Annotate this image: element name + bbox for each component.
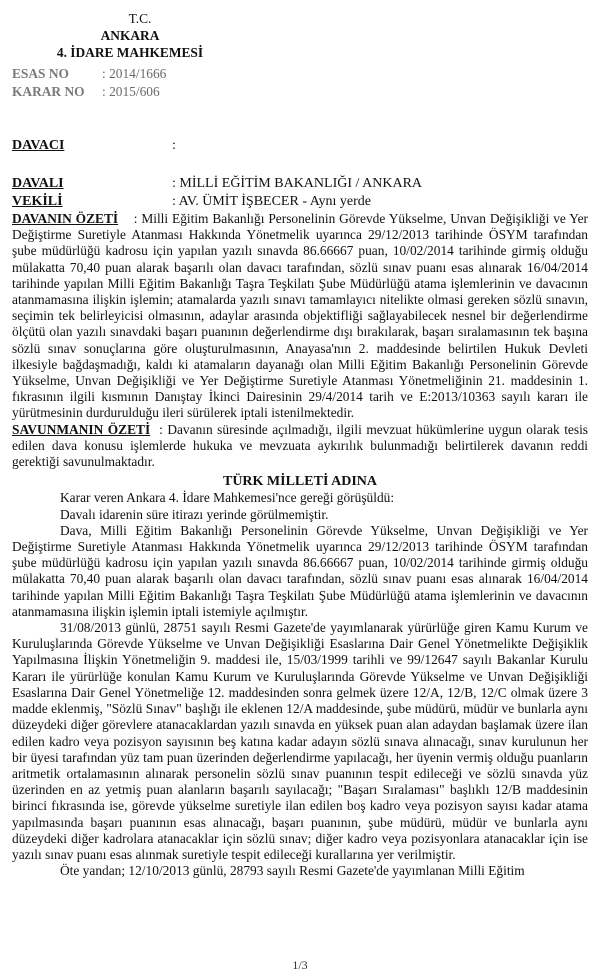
decision-body: [12, 211, 588, 879]
esas-no-label: ESAS NO: [12, 66, 69, 81]
turk-milleti-adina-heading: TÜRK MİLLETİ ADINA: [222, 474, 378, 490]
esas-no-row: [12, 66, 166, 82]
savunmanin-ozeti: [12, 422, 588, 471]
paragraph-1: Karar veren Ankara 4. İdare Mahkemesi'nce gereği görüşüldü:: [60, 490, 395, 506]
davaci-row: [12, 138, 176, 154]
header-city: ANKARA: [100, 28, 160, 43]
davaci-value: :: [172, 138, 176, 153]
paragraph-2: Davalı idarenin süre itirazı yerinde görülmemiştir.: [60, 506, 329, 522]
paragraph-3: Dava, Milli Eğitim Bakanlığı Personelinin Görevde Yükselme, Unvan Değişikliği ve Yer Değiştirme Suretiyle Atanması Hakkında Yönetmelik uyarınca 29/12/2013 tarihinde ÖSYM tarafından şube müdürlüğü kadrosu için yapılan yazılı sınavda 86.66667 puan, 10/02/2014 tarihinde girmiş olduğu mülakatta 70,40 puan alarak başarılı olan davacı tarafından, sözlü sınav puanı esas alınarak 16/04/2014 tarihinde yapılan Milli Eğitim Bakanlığı Taşra Teşkilatı Şube Müdürlüğü atama işlemlerinin ve davacının atanmamasına ilişkin işlemin iptali istemiyle açılmıştır.: [12, 522, 588, 619]
header-court: 4. İDARE MAHKEMESİ: [56, 45, 204, 60]
paragraph-4: 31/08/2013 günlü, 28751 sayılı Resmi Gazete'de yayımlanarak yürürlüğe giren Kamu Kurum ve Kuruluşlarında Görevde Yükselme ve Unvan Değişikliği Esaslarına Dair Genel Yönetmelikte Değişiklik Yapılmasına İlişkin Yönetmeliğin 9. maddesi ile, 15/03/1999 tarihli ve 99/12647 sayılı Bakanlar Kurulu Kararı ile yürürlüğe konulan Kamu Kurum ve Kuruluşlarında Görevde Yükselme ve Unvan Değişikliği Esaslarına Dair Genel Yönetmeliğe 12. maddesinden sonra gelmek üzere 12/A, 12/B, 12/C olmak üzere 3 madde eklenmiş, "Sözlü Sınav" başlığı ile eklenen 12/A maddesinde, şube müdürü, müdür ve bunlarla aynı düzeydeki diğer görevlere atanacaklardan yazılı sınavda en yüksek puan alan adaydan başlamak üzere ilan edilen kadro veya pozisyon sayısının beş katına kadar adayın sözlü sınava alınacağı, sınav kurulunun her bir üyesi tarafından yüz tam puan üzerinden değerlendirme yapılacağı, her üyenin vermiş olduğu puanların aritmetik ortalamasının alınarak personelin sözlü sınav puanının tespit edileceği ve sözlü sınavda yüz üzerinden en az yetmiş puan alanların başarılı sayılacağı; "Başarı Sıralaması" başlıklı 12/B maddesinin birinci fıkrasında ise, görevde yükselme suretiyle ilan edilen boş kadro veya pozisyon sayısı kadar atama yapılmasında başarı puanının esas alınacağı, başarı puanının, şube müdürü, müdür ve bunlarla aynı düzeydeki diğer kadrolara atanacaklar için sözlü sınav; diğer kadro veya pozisyonlara atanacaklar için ise yazılı sınav puanı esas alınmak suretiyle tespit edileceği kurallarına yer verilmiştir.: [12, 620, 588, 862]
karar-no-label: KARAR NO: [12, 84, 85, 99]
davali-value: : MİLLİ EĞİTİM BAKANLIĞI / ANKARA: [172, 176, 423, 191]
davanin-ozeti-label: DAVANIN ÖZETİ: [12, 211, 119, 226]
header-tc: T.C.: [128, 11, 152, 26]
vekili-label: VEKİLİ: [12, 194, 63, 209]
savunmanin-ozeti-label: SAVUNMANIN ÖZETİ: [12, 421, 151, 437]
esas-no-value: : 2014/1666: [102, 66, 167, 81]
vekili-row: [12, 194, 371, 210]
vekili-value: : AV. ÜMİT İŞBECER - Aynı yerde: [172, 194, 372, 209]
savunmanin-ozeti-text: : Davanın süresinde açılmadığı, ilgili mevzuat hükümlerine uygun olarak tesis edilen dava konusu işlemlerde hukuka ve mevzuata aykırılık bulunmadığı belirtilerek davanın reddi gerektiği savunulmaktadır.: [12, 421, 588, 470]
karar-no-value: : 2015/606: [102, 84, 160, 99]
davanin-ozeti: [12, 211, 588, 422]
davanin-ozeti-text: : Milli Eğitim Bakanlığı Personelinin Görevde Yükselme, Unvan Değişikliği ve Yer Değiştirme Suretiyle Atanması Hakkında Yönetmelik uyarınca 29/12/2013 tarihinde ÖSYM tarafından şube müdürlüğü kadrosu için yapılan yazılı sınavda 86.66667 puan, 10/02/2014 tarihinde girmiş olduğu mülakatta 70,40 puan alarak başarılı olan davacı tarafından, sözlü sınav puanı esas alınarak 16/04/2014 tarihinde yapılan Milli Eğitim Bakanlığı Taşra Teşkilatı Şube Müdürlüğü atama işlemlerinin ve davacının atanmamasına ilişkin işlemin; atamalarda yazılı sınavı tamamlayıcı nitelikte olmasi gereken sözlü sınavın, seçimin tek belirleyicisi olmasının, adaylar arasında objektifliği sağlayabilecek nesnel bir değerlendirme ölçütü olan yazılı sınavdaki başarı puanının değerlendirme dışı bırakılarak, başarı sıralamasının tek başına sözlü sınav sonuçlarına göre oluşturulmasının, Anayasa'nın 2. maddesinde belirtilen Hukuk Devleti ilkesiyle bağdaşmadığı, kaldı ki atamaların dayanağı olan Milli Eğitim Bakanlığı Personelinin Görevde Yükselme, Unvan Değişikliği ve Yer Değiştirme Suretiyle Atanması Yönetmeliğinin 21. maddesinin 1. fıkrasının ilgili kısmının Danıştay İkinci Dairesinin 29/4/2014 tarih ve E:2013/10363 sayılı kararı ile yürütmesinin durdurulduğu ileri sürülerek iptali istenilmektedir.: [12, 211, 589, 421]
court-header: [0, 10, 240, 61]
davali-row: [12, 176, 422, 192]
karar-no-row: [12, 84, 160, 100]
davali-label: DAVALI: [12, 176, 64, 191]
davaci-label: DAVACI: [12, 138, 65, 153]
paragraph-5: Öte yandan; 12/10/2013 günlü, 28793 sayılı Resmi Gazete'de yayımlanan Milli Eğitim: [60, 863, 525, 879]
page-number: 1/3: [292, 958, 308, 972]
